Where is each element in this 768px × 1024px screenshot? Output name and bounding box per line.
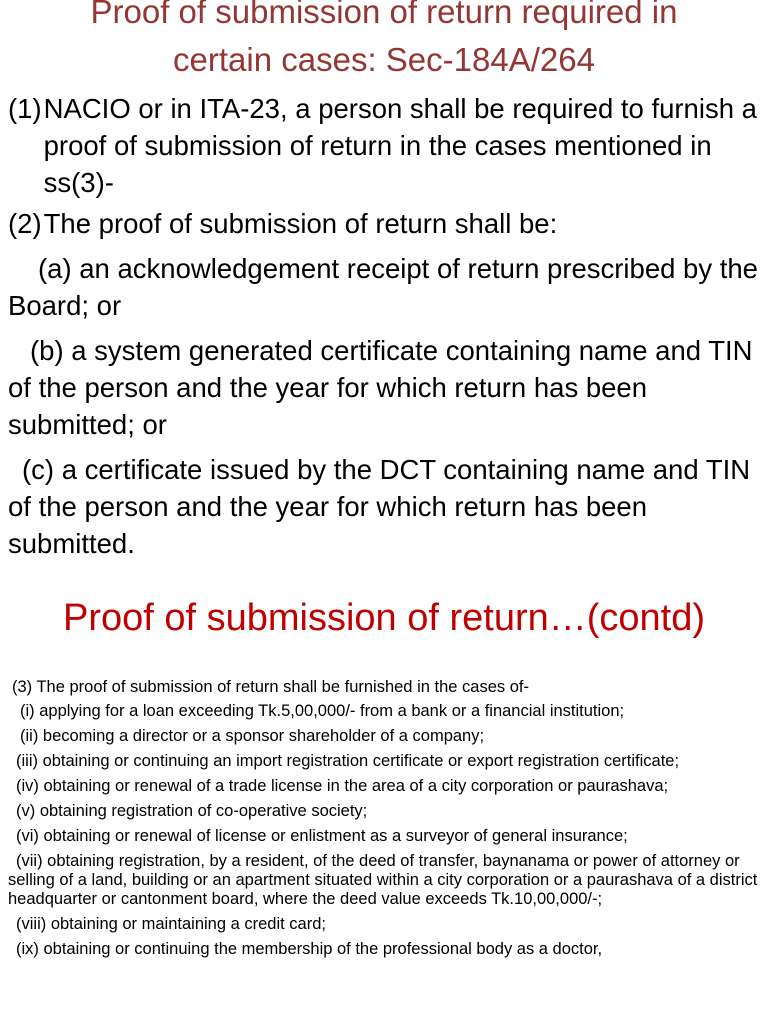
clause-item: (i) applying for a loan exceeding Tk.5,00,000/- from a bank or a financial institution;: [20, 702, 625, 720]
clause-item: (ix) obtaining or continuing the membership of the professional body as a doctor,: [16, 940, 603, 958]
slide-body: [8, 678, 764, 965]
sub-item-a: (a) an acknowledgement receipt of return prescribed by the Board; or: [8, 253, 758, 321]
item-text: NACIO or in ITA-23, a person shall be required to furnish a proof of submission of return in the cases mentioned in ss(3)-: [43, 93, 757, 198]
item-number: (2): [8, 208, 42, 239]
slide-title: [0, 0, 768, 84]
numbered-item-1: [8, 90, 764, 201]
clause-item: (ii) becoming a director or a sponsor shareholder of a company;: [20, 727, 485, 745]
clause-item: (v) obtaining registration of co-operative society;: [16, 802, 368, 820]
clause-item: (iv) obtaining or renewal of a trade license in the area of a city corporation or paurashava;: [16, 777, 669, 795]
clause-item: (iii) obtaining or continuing an import registration certificate or export registration certificate;: [16, 752, 680, 770]
clause-intro: (3) The proof of submission of return shall be furnished in the cases of-: [12, 678, 529, 696]
item-number: (1): [8, 93, 42, 124]
numbered-item-2: [8, 205, 764, 242]
clause-item: (vi) obtaining or renewal of license or enlistment as a surveyor of general insurance;: [16, 827, 628, 845]
clause-item: (vii) obtaining registration, by a resident, of the deed of transfer, baynanama or power of attorney or selling of a land, building or an apartment situated within a city corporation or a paurashava of a district headquarter or cantonment board, where the deed value exceeds Tk.10,00,000/-;: [8, 852, 758, 908]
slide-body: [8, 90, 764, 562]
slide-title-line2: certain cases: Sec-184A/264: [173, 41, 595, 78]
sub-item-b: (b) a system generated certificate containing name and TIN of the person and the year for which return has been submitted; or: [8, 335, 753, 440]
slide-title: Proof of submission of return…(contd): [62, 597, 706, 639]
slide-title-line1: Proof of submission of return required in: [90, 0, 678, 30]
sub-item-c: (c) a certificate issued by the DCT containing name and TIN of the person and the year for which return has been submitted.: [8, 454, 751, 559]
clause-item: (viii) obtaining or maintaining a credit card;: [16, 915, 326, 933]
slide-proof-contd: [0, 578, 768, 1024]
item-text: The proof of submission of return shall be:: [43, 208, 558, 239]
